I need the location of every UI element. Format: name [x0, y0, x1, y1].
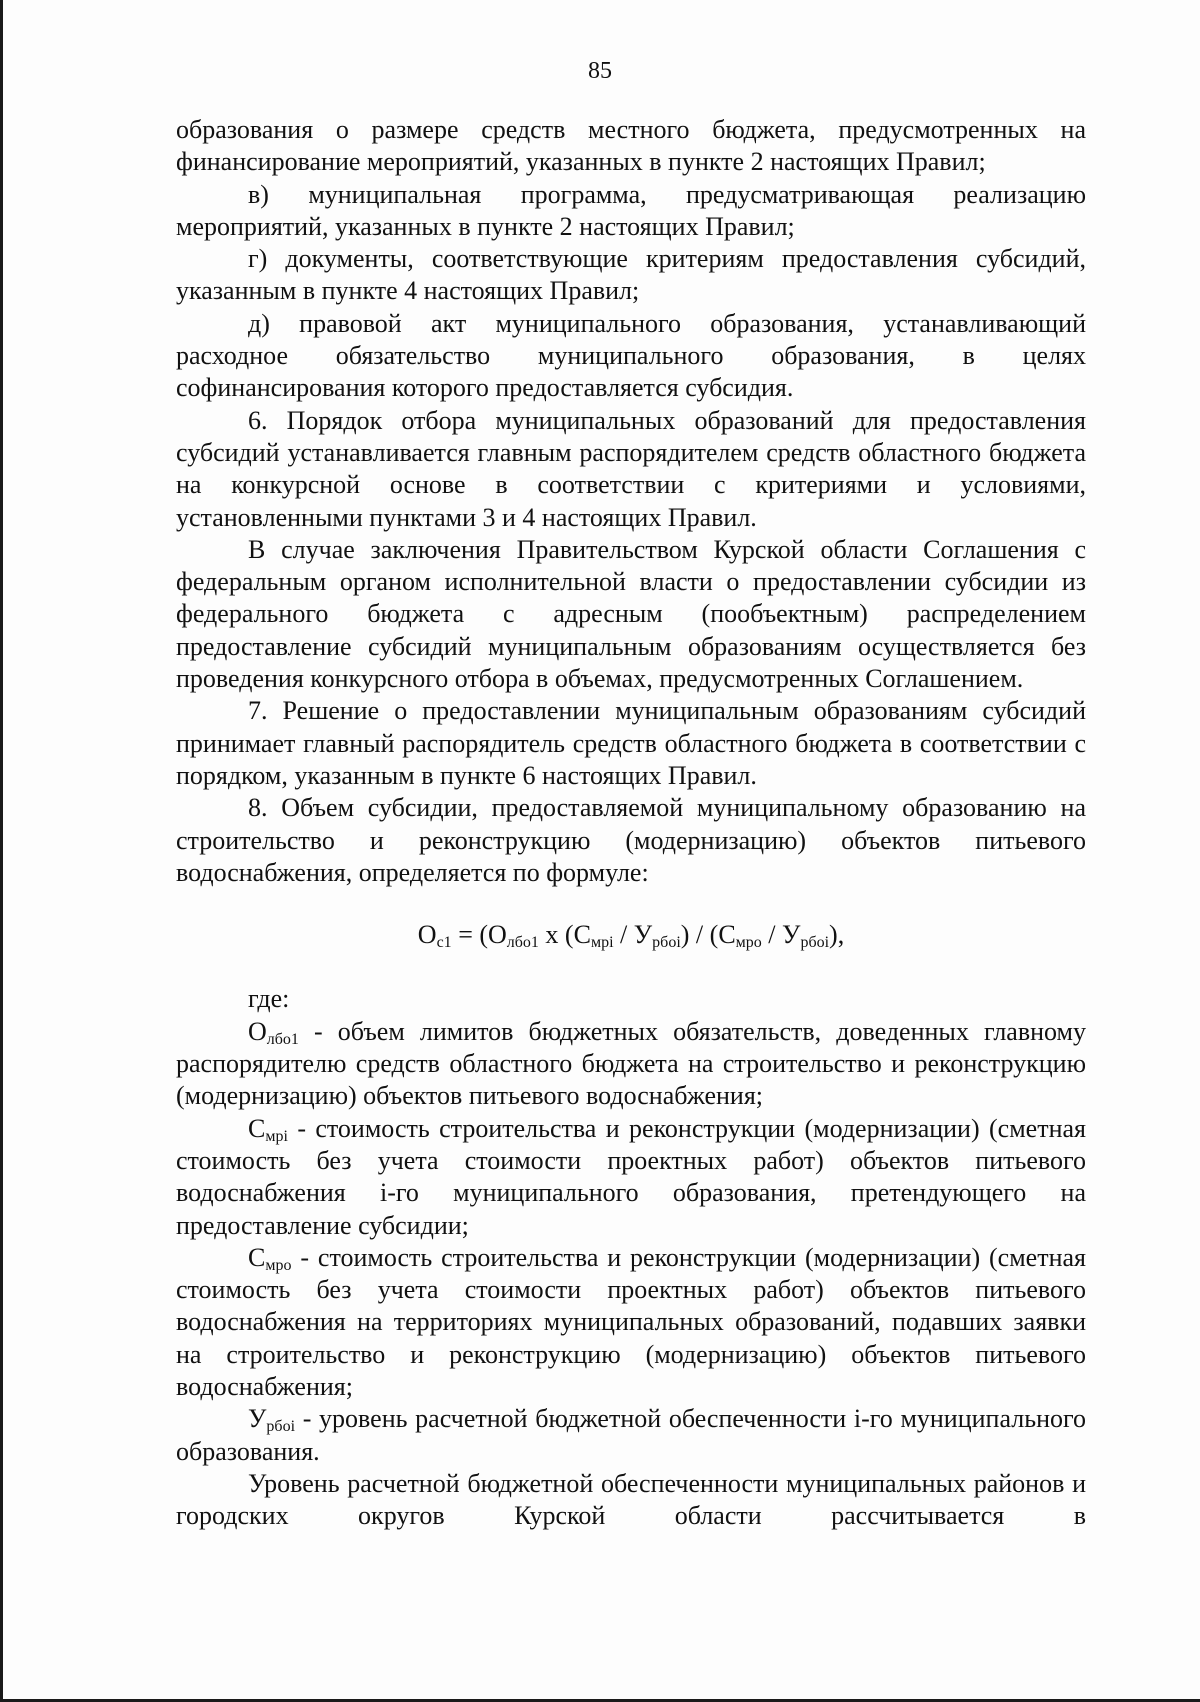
where-label: где:: [248, 984, 290, 1014]
subsidy-formula: $О_{с1} = (О_{лбо1}$ х $(С_{мрi} / У_{рбоi}) / (С_{мро} / У_{рбоi})$,: [417, 920, 845, 952]
paragraph-7: 7. Решение о предоставлении муниципальным образованиям субсидий принимает главный распорядитель средств областного бюджета в соответствии с порядком, указанным в пункте 6 настоящих Правил.: [176, 696, 1086, 790]
paragraph-item-v: в) муниципальная программа, предусматривающая реализацию мероприятий, указанных в пункте 2 настоящих Правил;: [176, 179, 1086, 241]
definition-cmpo: $С_{мро}$ - стоимость строительства и реконструкции (модернизации) (сметная стоимость без учета стоимости проектных работ) объектов питьевого водоснабжения на территориях муниципальных образований, подавших заявки на строительство и реконструкцию (модернизацию) объектов питьевого водоснабжения;: [176, 1242, 1086, 1401]
page-number: 85: [588, 58, 612, 84]
definition-urboi: $У_{рбоi}$ - уровень расчетной бюджетной обеспеченности i-го муниципального образования.: [176, 1404, 1086, 1466]
paragraph-item-d: д) правовой акт муниципального образования, устанавливающий расходное обязательство муниципального образования, в целях софинансирования которого предоставляется субсидия.: [176, 308, 1086, 403]
definition-cmpi: $С_{мрi}$ - стоимость строительства и реконструкции (модернизации) (сметная стоимость без учета стоимости проектных работ) объектов питьевого водоснабжения i-го муниципального образования, претендующего на предоставление субсидии;: [176, 1113, 1086, 1240]
definition-olbo1: $О_{лбо1}$ - объем лимитов бюджетных обязательств, доведенных главному распорядителю средств областного бюджета на строительство и реконструкцию (модернизацию) объектов питьевого водоснабжения;: [176, 1016, 1086, 1111]
paragraph-level: Уровень расчетной бюджетной обеспеченности муниципальных районов и городских округов Курской области рассчитывается в: [176, 1468, 1086, 1531]
paragraph-6: 6. Порядок отбора муниципальных образований для предоставления субсидий устанавливается главным распорядителем средств областного бюджета на конкурсной основе в соответствии с критериями и условиями, установленными пунктами 3 и 4 настоящих Правил.: [176, 405, 1086, 532]
paragraph-continuation: образования о размере средств местного бюджета, предусмотренных на финансирование мероприятий, указанных в пункте 2 настоящих Правил;: [176, 115, 1086, 177]
paragraph-8: 8. Объем субсидии, предоставляемой муниципальному образованию на строительство и реконструкцию (модернизацию) объектов питьевого водоснабжения, определяется по формуле:: [176, 793, 1086, 887]
paragraph-item-g: г) документы, соответствующие критериям предоставления субсидий, указанным в пункте 4 настоящих Правил;: [176, 244, 1086, 306]
document-body: [176, 114, 1086, 1532]
scan-edge-left: [0, 0, 3, 1702]
paragraph-case: В случае заключения Правительством Курской области Соглашения с федеральным органом исполнительной власти о предоставлении субсидии из федерального бюджета с адресным (пообъектным) распределением предоставление субсидий муниципальным образованиям осуществляется без проведения конкурсного отбора в объемах, предусмотренных Соглашением.: [176, 534, 1086, 694]
